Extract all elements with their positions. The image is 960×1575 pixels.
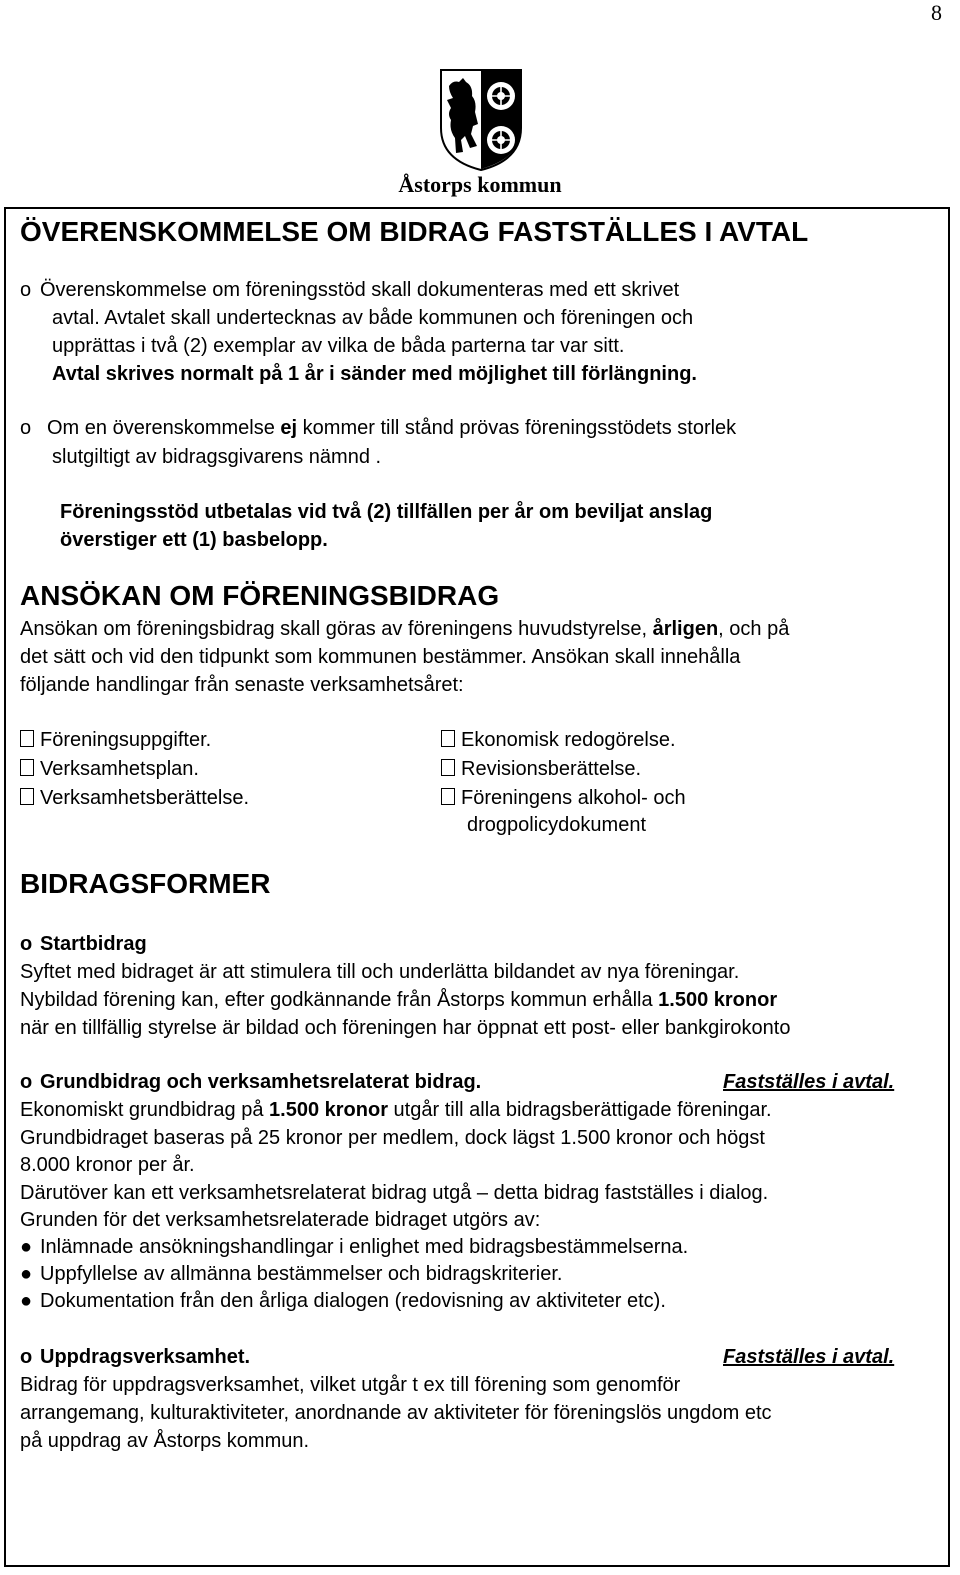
- checkbox-icon: [20, 759, 34, 776]
- organization-name: Åstorps kommun: [398, 172, 562, 197]
- checkbox-icon: [20, 788, 34, 805]
- paragraph-line: Ekonomiskt grundbidrag på 1.500 kronor utgår till alla bidragsberättigade föreningar.: [20, 1099, 772, 1121]
- paragraph-line: Därutöver kan ett verksamhetsrelaterat bidrag utgå – detta bidrag fastställes i dialog.: [20, 1182, 769, 1204]
- bullet-marker: o: [20, 279, 32, 301]
- bullet-icon: ●: [20, 1236, 33, 1258]
- checkbox-icon: [441, 730, 455, 747]
- heading-application: ANSÖKAN OM FÖRENINGSBIDRAG: [20, 580, 500, 611]
- coat-of-arms-logo: [439, 68, 523, 172]
- paragraph-line: Syftet med bidraget är att stimulera till och underlätta bildandet av nya föreningar.: [20, 961, 740, 983]
- document-list-item: Ekonomisk redogörelse.: [441, 726, 676, 754]
- paragraph-line: Överenskommelse om föreningsstöd skall dokumenteras med ett skrivet: [40, 279, 680, 301]
- bullet-marker: o: [20, 417, 32, 439]
- paragraph-bold-line: Avtal skrives normalt på 1 år i sänder med möjlighet till förlängning.: [52, 363, 697, 385]
- document-list-item: Föreningsuppgifter.: [20, 726, 211, 754]
- paragraph-line: Bidrag för uppdragsverksamhet, vilket utgår t ex till förening som genomför: [20, 1374, 681, 1396]
- document-list-item: Verksamhetsplan.: [20, 755, 199, 783]
- paragraph-line: på uppdrag av Åstorps kommun.: [20, 1430, 310, 1452]
- paragraph-line: när en tillfällig styrelse är bildad och föreningen har öppnat ett post- eller bankgirokonto: [20, 1017, 791, 1039]
- checkbox-icon: [20, 730, 34, 747]
- subheading-start-grant: o Startbidrag: [20, 933, 147, 955]
- document-list-item: Revisionsberättelse.: [441, 755, 641, 783]
- document-list-item: Föreningens alkohol- och: [441, 784, 686, 812]
- paragraph-line: 8.000 kronor per år.: [20, 1154, 195, 1176]
- paragraph-line: slutgiltigt av bidragsgivarens nämnd .: [52, 446, 382, 468]
- paragraph-line: arrangemang, kulturaktiviteter, anordnande av aktiviteter för föreningslös ungdom etc: [20, 1402, 772, 1424]
- payout-line: överstiger ett (1) basbelopp.: [60, 529, 328, 551]
- paragraph-line: avtal. Avtalet skall undertecknas av både kommunen och föreningen och: [52, 307, 694, 329]
- paragraph-line: Grunden för det verksamhetsrelaterade bidraget utgörs av:: [20, 1209, 541, 1231]
- paragraph-line: följande handlingar från senaste verksamhetsåret:: [20, 674, 464, 696]
- payout-line: Föreningsstöd utbetalas vid två (2) tillfällen per år om beviljat anslag: [60, 501, 713, 523]
- bullet-icon: ●: [20, 1263, 33, 1285]
- subheading-commission: o Uppdragsverksamhet.: [20, 1346, 251, 1368]
- bullet-icon: ●: [20, 1290, 33, 1312]
- list-item: ● Uppfyllelse av allmänna bestämmelser och bidragskriterier.: [20, 1260, 562, 1288]
- paragraph-line: Nybildad förening kan, efter godkännande från Åstorps kommun erhålla 1.500 kronor: [20, 989, 778, 1011]
- document-list-item-continuation: drogpolicydokument: [467, 814, 646, 836]
- document-list-item: Verksamhetsberättelse.: [20, 784, 249, 812]
- heading-grant-forms: BIDRAGSFORMER: [20, 868, 271, 899]
- paragraph-line: Ansökan om föreningsbidrag skall göras av föreningens huvudstyrelse, årligen, och på: [20, 618, 790, 640]
- page-number: 8: [931, 0, 942, 25]
- status-label: Fastställes i avtal.: [723, 1346, 895, 1368]
- status-label: Fastställes i avtal.: [723, 1071, 895, 1093]
- checkbox-icon: [441, 759, 455, 776]
- paragraph-line: Grundbidraget baseras på 25 kronor per medlem, dock lägst 1.500 kronor och högst: [20, 1127, 765, 1149]
- list-item: ● Dokumentation från den årliga dialogen (redovisning av aktiviteter etc).: [20, 1287, 666, 1315]
- subheading-basic-grant: o Grundbidrag och verksamhetsrelaterat bidrag.: [20, 1071, 482, 1093]
- paragraph-line: det sätt och vid den tidpunkt som kommunen bestämmer. Ansökan skall innehålla: [20, 646, 741, 668]
- checkbox-icon: [441, 788, 455, 805]
- heading-agreement: ÖVERENSKOMMELSE OM BIDRAG FASTSTÄLLES I AVTAL: [20, 216, 809, 247]
- paragraph-line: Om en överenskommelse ej kommer till stånd prövas föreningsstödets storlek: [47, 417, 737, 439]
- paragraph-line: upprättas i två (2) exemplar av vilka de båda parterna tar var sitt.: [52, 335, 625, 357]
- list-item: ● Inlämnade ansökningshandlingar i enlighet med bidragsbestämmelserna.: [20, 1233, 688, 1261]
